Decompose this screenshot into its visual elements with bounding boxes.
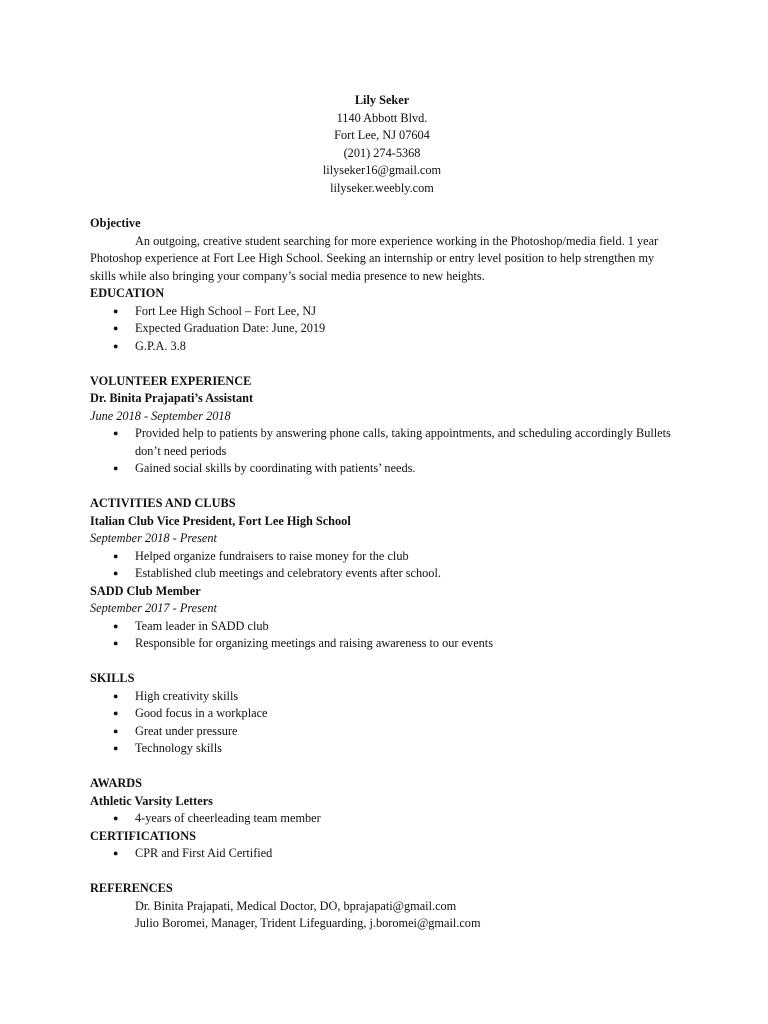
list-item — [90, 425, 680, 460]
list-item — [90, 688, 680, 706]
awards-list — [90, 810, 680, 828]
club1-list — [90, 548, 680, 583]
volunteer-item-2: Gained social skills by coordinating with patients’ needs. — [135, 461, 416, 475]
club1-dates: September 2018 - Present — [90, 531, 217, 545]
certification-item-1: CPR and First Aid Certified — [135, 846, 273, 860]
award-item-1: 4-years of cheerleading team member — [135, 811, 321, 825]
skills-section — [90, 670, 680, 758]
activities-title: ACTIVITIES AND CLUBS — [90, 496, 236, 510]
bullet-icon: ● — [113, 340, 119, 351]
activities-section — [90, 495, 680, 653]
volunteer-item-1: Provided help to patients by answering phone calls, taking appointments, and scheduling accordingly Bullets don’t need periods — [135, 426, 671, 458]
resume-header — [84, 92, 680, 197]
club1-item-1: Helped organize fundraisers to raise money for the club — [135, 548, 409, 563]
list-item — [90, 548, 680, 566]
list-item — [90, 303, 680, 321]
address-line-2: Fort Lee, NJ 07604 — [334, 128, 430, 142]
education-item-graduation: Expected Graduation Date: June, 2019 — [135, 321, 326, 335]
address-line-1: 1140 Abbott Blvd. — [336, 110, 428, 125]
skill-item-4: Technology skills — [135, 741, 222, 755]
bullet-icon: ● — [113, 305, 119, 316]
list-item — [90, 635, 680, 653]
club2-dates: September 2017 - Present — [90, 601, 217, 615]
section-spacer — [90, 478, 680, 496]
section-spacer — [90, 863, 680, 881]
education-section — [90, 285, 680, 355]
bullet-icon: ● — [113, 550, 119, 561]
club2-role: SADD Club Member — [90, 583, 201, 598]
bullet-icon: ● — [113, 428, 119, 438]
volunteer-role: Dr. Binita Prajapati’s Assistant — [90, 391, 254, 405]
club1-role: Italian Club Vice President, Fort Lee High School — [90, 513, 351, 528]
list-item — [90, 740, 680, 758]
list-item — [90, 845, 680, 863]
bullet-icon: ● — [113, 323, 119, 333]
certifications-list — [90, 845, 680, 863]
objective-section — [90, 215, 680, 285]
resume-page — [90, 92, 680, 933]
objective-text: An outgoing, creative student searching for more experience working in the Photoshop/media field. 1 year Photoshop experience at Fort Lee High School. Seeking an internship or entry level position to help strengthen my skills while also bringing your company’s social media presence to new heights. — [90, 233, 659, 283]
bullet-icon: ● — [113, 743, 119, 753]
bullet-icon: ● — [113, 690, 119, 701]
list-item — [90, 460, 680, 478]
references-title: REFERENCES — [90, 881, 173, 895]
references-section — [90, 880, 680, 933]
bullet-icon: ● — [113, 620, 119, 631]
awards-section — [90, 775, 680, 828]
award-name: Athletic Varsity Letters — [90, 793, 213, 808]
bullet-icon: ● — [113, 708, 119, 718]
volunteer-list — [90, 425, 680, 478]
bullet-icon: ● — [113, 725, 119, 736]
list-item — [90, 320, 680, 338]
education-item-gpa: G.P.A. 3.8 — [135, 338, 186, 353]
bullet-icon: ● — [113, 568, 119, 578]
bullet-icon: ● — [113, 813, 119, 823]
volunteer-title: VOLUNTEER EXPERIENCE — [90, 373, 252, 388]
skill-item-3: Great under pressure — [135, 723, 238, 738]
education-list — [90, 303, 680, 356]
volunteer-section — [90, 373, 680, 478]
volunteer-dates: June 2018 - September 2018 — [90, 408, 231, 423]
awards-title: AWARDS — [90, 776, 142, 790]
website-address: lilyseker.weebly.com — [330, 180, 434, 195]
skills-title: SKILLS — [90, 671, 135, 685]
education-title: EDUCATION — [90, 286, 165, 300]
bullet-icon: ● — [113, 638, 119, 648]
section-spacer — [90, 355, 680, 373]
reference-item-1: Dr. Binita Prajapati, Medical Doctor, DO, bprajapati@gmail.com — [135, 898, 457, 913]
skills-list — [90, 688, 680, 758]
section-spacer — [90, 758, 680, 776]
list-item — [90, 723, 680, 741]
club2-item-2: Responsible for organizing meetings and raising awareness to our events — [135, 636, 494, 650]
bullet-icon: ● — [113, 848, 119, 858]
list-item — [90, 565, 680, 583]
club1-item-2: Established club meetings and celebratory events after school. — [135, 566, 441, 580]
reference-item-2: Julio Boromei, Manager, Trident Lifeguarding, j.boromei@gmail.com — [135, 916, 481, 930]
club2-list — [90, 618, 680, 653]
email-address: lilyseker16@gmail.com — [322, 163, 442, 177]
certifications-title: CERTIFICATIONS — [90, 828, 196, 843]
skill-item-1: High creativity skills — [135, 688, 239, 703]
phone-number: (201) 274-5368 — [343, 145, 421, 160]
objective-title: Objective — [90, 216, 141, 230]
list-item — [90, 810, 680, 828]
education-item-school: Fort Lee High School – Fort Lee, NJ — [135, 303, 317, 318]
section-spacer — [90, 653, 680, 671]
club2-item-1: Team leader in SADD club — [135, 618, 269, 633]
candidate-name: Lily Seker — [354, 93, 410, 107]
list-item — [90, 618, 680, 636]
bullet-icon: ● — [113, 463, 119, 473]
list-item — [90, 338, 680, 356]
certifications-section — [90, 828, 680, 863]
list-item — [90, 705, 680, 723]
skill-item-2: Good focus in a workplace — [135, 706, 268, 720]
